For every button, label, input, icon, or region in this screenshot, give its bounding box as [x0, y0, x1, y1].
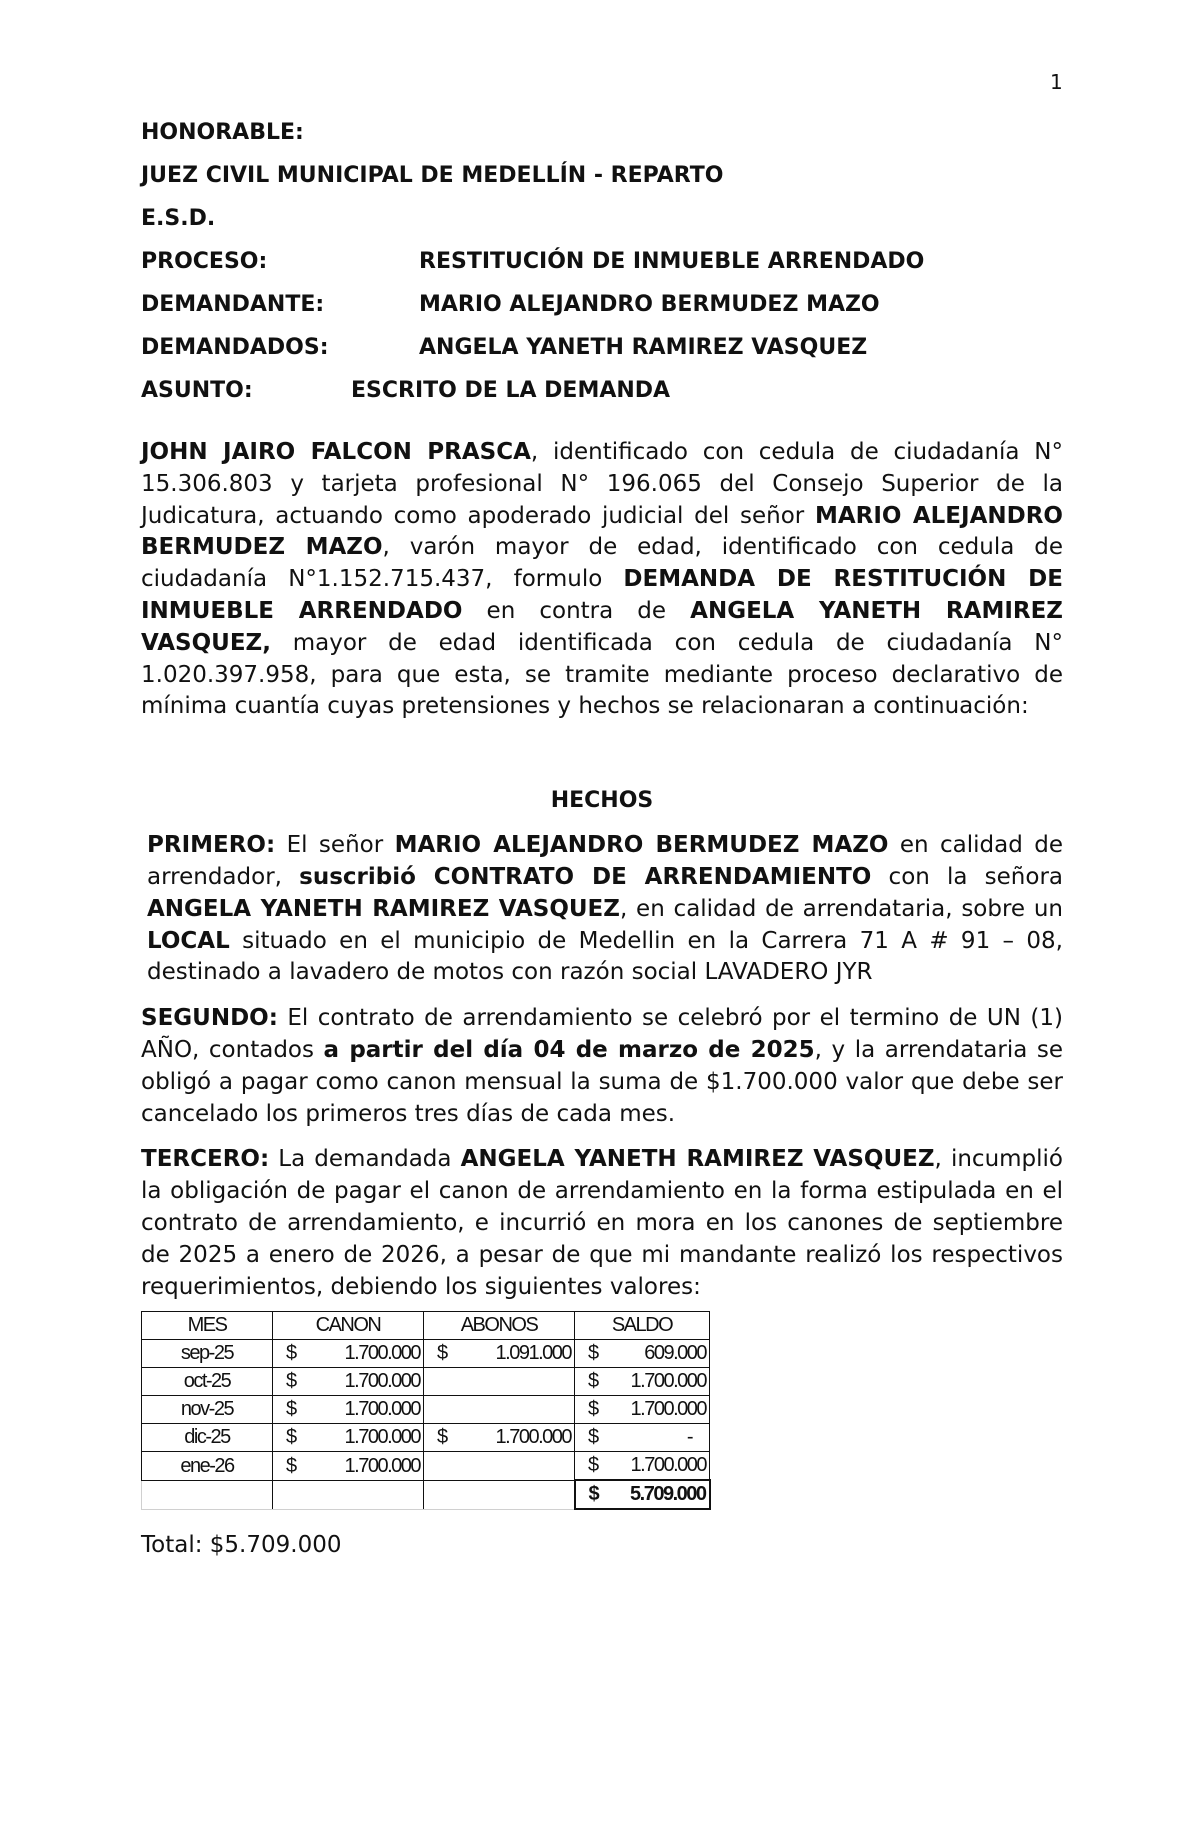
- segundo-paragraph: SEGUNDO: El contrato de arrendamiento se celebró por el termino de UN (1) AÑO, contados a partir del día 04 de marzo de 2025, y la arrendataria se obligó a pagar como canon mensual la suma de $1.700.000 valor que debe ser cancelado los primeros tres días de cada mes.: [141, 1005, 1064, 1127]
- blank-cell: [142, 1480, 273, 1509]
- cell-saldo: $ 1.700.000: [575, 1396, 710, 1424]
- table-row: [142, 1368, 710, 1396]
- cell-total-saldo: $ 5.709.000: [575, 1480, 710, 1509]
- header-asunto: [141, 376, 1063, 419]
- table-row: [142, 1340, 710, 1368]
- cell-saldo: $ -: [575, 1424, 710, 1452]
- demandados-value: ANGELA YANETH RAMIREZ VASQUEZ: [419, 335, 868, 360]
- document-body: [141, 118, 1063, 1558]
- asunto-value: ESCRITO DE LA DEMANDA: [351, 378, 671, 403]
- col-header-mes: MES: [142, 1312, 273, 1340]
- cell-mes: oct-25: [142, 1368, 273, 1396]
- header-demandados: [141, 333, 1063, 376]
- table-row: [142, 1424, 710, 1452]
- table-row: [142, 1452, 710, 1481]
- demandados-label: DEMANDADOS:: [141, 335, 329, 360]
- demandante-value: MARIO ALEJANDRO BERMUDEZ MAZO: [419, 292, 880, 317]
- intro-paragraph: JOHN JAIRO FALCON PRASCA, identificado con cedula de ciudadanía N° 15.306.803 y tarjeta profesional N° 196.065 del Consejo Superior de la Judicatura, actuando como apoderado judicial del señor MARIO ALEJANDRO BERMUDEZ MAZO, varón mayor de edad, identificado con cedula de ciudadanía N°1.152.715.437, formulo DEMANDA DE RESTITUCIÓN DE INMUEBLE ARRENDADO en contra de ANGELA YANETH RAMIREZ VASQUEZ, mayor de edad identificada con cedula de ciudadanía N° 1.020.397.958, para que esta, se tramite mediante proceso declarativo de mínima cuantía cuyas pretensiones y hechos se relacionaran a continuación:: [141, 439, 1063, 720]
- cell-mes: dic-25: [142, 1424, 273, 1452]
- col-header-saldo: SALDO: [575, 1312, 710, 1340]
- asunto-label: ASUNTO:: [141, 378, 253, 403]
- proceso-label: PROCESO:: [141, 249, 268, 274]
- cell-canon: $ 1.700.000: [273, 1424, 424, 1452]
- demandante-label: DEMANDANTE:: [141, 292, 325, 317]
- cell-mes: nov-25: [142, 1396, 273, 1424]
- cell-saldo: $ 1.700.000: [575, 1368, 710, 1396]
- primero-paragraph: PRIMERO: El señor MARIO ALEJANDRO BERMUDEZ MAZO en calidad de arrendador, suscribió CONTRATO DE ARRENDAMIENTO con la señora ANGELA YANETH RAMIREZ VASQUEZ, en calidad de arrendataria, sobre un LOCAL situado en el municipio de Medellin en la Carrera 71 A # 91 – 08, destinado a lavadero de motos con razón social LAVADERO JYR: [147, 832, 1064, 986]
- hechos-heading: HECHOS: [550, 788, 654, 814]
- table-total-row: [142, 1480, 710, 1509]
- cell-mes: ene-26: [142, 1452, 273, 1481]
- header-esd: E.S.D.: [141, 206, 216, 231]
- cell-abonos: $ 1.700.000: [424, 1424, 575, 1452]
- debt-table: [141, 1311, 711, 1510]
- proceso-value: RESTITUCIÓN DE INMUEBLE ARRENDADO: [419, 249, 925, 274]
- cell-saldo: $ 609.000: [575, 1340, 710, 1368]
- header-honorable: HONORABLE:: [141, 120, 304, 145]
- page-number: 1: [1050, 70, 1063, 94]
- cell-saldo: $ 1.700.000: [575, 1452, 710, 1481]
- cell-abonos: [424, 1368, 575, 1396]
- cell-canon: $ 1.700.000: [273, 1368, 424, 1396]
- col-header-abonos: ABONOS: [424, 1312, 575, 1340]
- col-header-canon: CANON: [273, 1312, 424, 1340]
- cell-abonos: [424, 1452, 575, 1481]
- table-row: [142, 1396, 710, 1424]
- cell-mes: sep-25: [142, 1340, 273, 1368]
- blank-cell: [273, 1480, 424, 1509]
- cell-abonos: $ 1.091.000: [424, 1340, 575, 1368]
- cell-canon: $ 1.700.000: [273, 1452, 424, 1481]
- header-juez: JUEZ CIVIL MUNICIPAL DE MEDELLÍN - REPARTO: [141, 163, 724, 188]
- blank-cell: [424, 1480, 575, 1509]
- cell-canon: $ 1.700.000: [273, 1396, 424, 1424]
- header-demandante: [141, 290, 1063, 333]
- cell-canon: $ 1.700.000: [273, 1340, 424, 1368]
- tercero-paragraph: TERCERO: La demandada ANGELA YANETH RAMIREZ VASQUEZ, incumplió la obligación de pagar el canon de arrendamiento en la forma estipulada en el contrato de arrendamiento, e incurrió en mora en los canones de septiembre de 2025 a enero de 2026, a pesar de que mi mandante realizó los respectivos requerimientos, debiendo los siguientes valores:: [141, 1146, 1064, 1300]
- table-header-row: [142, 1312, 710, 1340]
- total-line: Total: $5.709.000: [141, 1532, 342, 1559]
- cell-abonos: [424, 1396, 575, 1424]
- header-proceso: [141, 247, 1063, 290]
